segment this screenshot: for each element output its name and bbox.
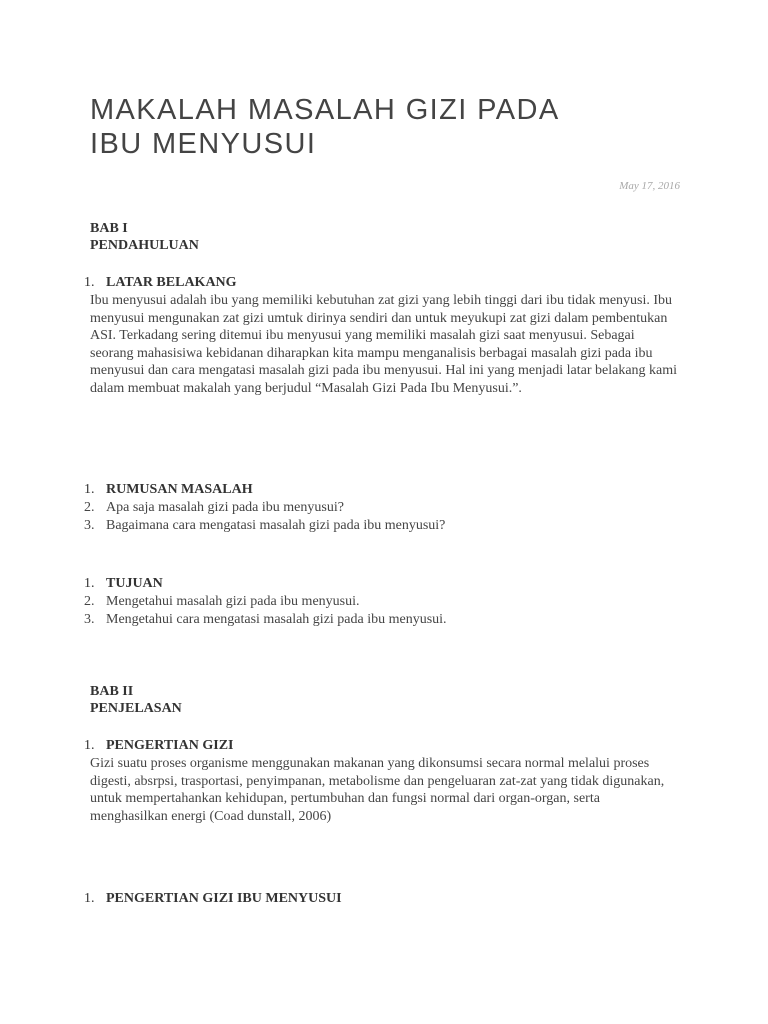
- bab-1-label: BAB I: [90, 221, 128, 236]
- title-line-1: MAKALAH MASALAH GIZI PADA: [90, 94, 560, 126]
- bab-2-header: [90, 683, 182, 717]
- section-latar-belakang: [84, 274, 237, 291]
- list-item: [84, 517, 445, 535]
- bab-2-label: BAB II: [90, 684, 134, 699]
- list-item: [84, 593, 447, 611]
- list-number: 1.: [84, 576, 95, 591]
- rumusan-masalah-list: [84, 481, 445, 535]
- pengertian-gizi-paragraph: Gizi suatu proses organisme menggunakan makanan yang dikonsumsi secara normal melalui proses digesti, absrpsi, trasportasi, penyimpanan, metabolisme dan pengeluaran zat-zat yang tidak digunakan, untuk mempertahankan kehidupan, pertumbuhan dan fungsi normal dari organ-organ, serta menghasilkan energi (Coad dunstall, 2006): [90, 756, 665, 824]
- list-text: Apa saja masalah gizi pada ibu menyusui?: [106, 500, 344, 515]
- section-number: 1.: [84, 275, 95, 290]
- list-text: RUMUSAN MASALAH: [106, 482, 253, 497]
- bab-1-header: [90, 220, 199, 254]
- list-item: [84, 499, 445, 517]
- latar-belakang-paragraph: Ibu menyusui adalah ibu yang memiliki kebutuhan zat gizi yang lebih tinggi dari ibu tidak menyusi. Ibu menyusui mengunakan zat gizi umtuk dirinya sendiri dan untuk meyukupi zat gizi dalam pembentukan ASI. Terkadang sering ditemui ibu menyusui yang memiliki masalah gizi saat menyusui. Sebagai seorang mahasisiwa kebidanan diharapkan kita mampu menganalisis berbagai masalah gizi pada ibu menyusui dan cara mengatasi masalah gizi pada ibu menyusui. Hal ini yang menjadi latar belakang kami dalam membuat makalah yang berjudul “Masalah Gizi Pada Ibu Menyusui.”.: [90, 293, 678, 396]
- list-text: Bagaimana cara mengatasi masalah gizi pada ibu menyusui?: [106, 518, 446, 533]
- section-pengertian-gizi: [84, 737, 233, 754]
- document-title: [90, 93, 690, 161]
- section-heading: LATAR BELAKANG: [106, 275, 237, 290]
- list-number: 2.: [84, 500, 95, 515]
- title-line-2: IBU MENYUSUI: [90, 128, 317, 160]
- list-number: 3.: [84, 612, 95, 627]
- post-date: May 17, 2016: [619, 180, 680, 192]
- list-text: TUJUAN: [106, 576, 163, 591]
- section-heading: PENGERTIAN GIZI IBU MENYUSUI: [106, 891, 342, 906]
- section-number: 1.: [84, 738, 95, 753]
- tujuan-list: [84, 575, 447, 629]
- list-number: 1.: [84, 482, 95, 497]
- section-heading: PENGERTIAN GIZI: [106, 738, 234, 753]
- list-number: 3.: [84, 518, 95, 533]
- bab-1-heading: PENDAHULUAN: [90, 238, 199, 253]
- section-pengertian-gizi-ibu-menyusui: [84, 890, 342, 907]
- section-number: 1.: [84, 891, 95, 906]
- list-text: Mengetahui cara mengatasi masalah gizi pada ibu menyusui.: [106, 612, 447, 627]
- list-text: Mengetahui masalah gizi pada ibu menyusui.: [106, 594, 360, 609]
- list-number: 2.: [84, 594, 95, 609]
- bab-2-heading: PENJELASAN: [90, 701, 182, 716]
- list-item: [84, 481, 445, 499]
- list-item: [84, 611, 447, 629]
- list-item: [84, 575, 447, 593]
